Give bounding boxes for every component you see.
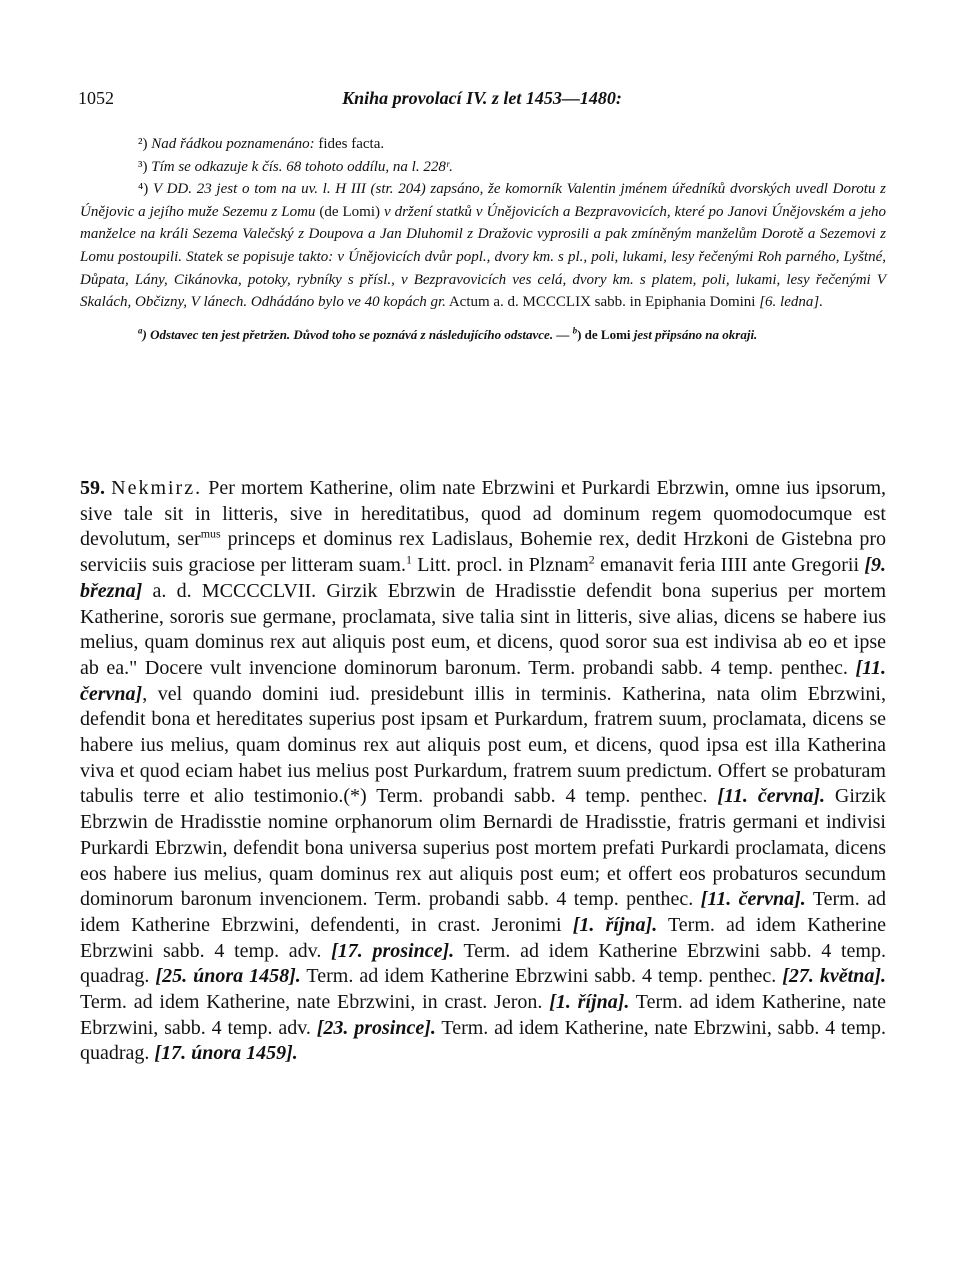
date-note: [17. prosince]. — [331, 939, 455, 962]
note-2: ²) Nad řádkou poznamenáno: fides facta. — [138, 136, 385, 152]
date-note: [11. června]. — [700, 888, 806, 911]
entry-59: 59. Nekmirz. Per mortem Katherine, olim nate Ebrzwini et Purkardi Ebrzwin, omne ius ipsorum, sive tale sit in litteris, sive in hereditatibus, quod ad dominum regem quomodocumque est devolutum, ser$^{mus}$ princeps et dominus rex Ladislaus, Bohemie rex, dedit Hrzkoni de Gistebna pro serviciis suis graciose per litteram suam.$^1$ Litt. procl. in Plznam$^2$ emanavit feria IIII ante Gregorii [9. března] a. d. MCCCCLVII. Girzik Ebrzwin de Hradisstie defendit bona superius per mortem Katherine, sororis sue germane, proclamata, sive talia sint in litteris, sive alias, dicens se habere ius melius, quam dominus rex aut aliquis post eum, et dicens, quod soror sua est indivisa ab eo et ipse ab ea." Docere vult invencione dominorum baronum. Term. probandi sabb. 4 temp. penthec. [11. června], vel quando domini iud. presidebunt illis in terminis. Katherina, nata olim Ebrzwini, defendit bona et hereditates superius post ipsam et Purkardum, fratrem suum, proclamata, dicens se habere ius melius, quam dominus rex aut aliquis post eum, et dicens, quod ipsa est illa Katherina viva et quod eciam habet ius melius post Purkardum, fratrem suum predictum. Offert se probaturam tabulis terre et alio testimonio.(*) Term. probandi sabb. 4 temp. penthec. [11. června]. Girzik Ebrzwin de Hradisstie nomine orphanorum olim Bernardi de Hradisstie, fratris germani et indivisi Purkardi Ebrzwin, defendit bona universa superius post mortem prefati Purkardi proclamata, dicens eos habere ius melius, quam dominus rex aut aliquis post eum; et offert eos probaturos secundum dominorum baronum invencionem. Term. probandi sabb. 4 temp. penthec. [11. června]. Term. ad idem Katherine Ebrzwini, defendenti, in crast. Jeronimi [1. října]. Term. ad idem Katherine Ebrzwini sabb. 4 temp. adv. [17. prosince]. Term. ad idem Katherine Ebrzwini sabb. 4 temp. quadrag. [25. února 1458]. Term. ad idem Katherine Ebrzwini sabb. 4 temp. penthec. [27. května]. Term. ad idem Katherine, nate Ebrzwini, in crast. Jeron. [1. října]. Term. ad idem Katherine, nate Ebrzwini, sabb. 4 temp. adv. [23. prosince]. Term. ad idem Katherine, nate Ebrzwini, sabb. 4 temp. quadrag. [17. února 1459]. — [80, 477, 887, 1065]
entry-keyword: Nekmirz. — [111, 477, 203, 499]
note-4: ⁴) V DD. 23 jest o tom na uv. l. H III (str. 204) zapsáno, že komorník Valentin jménem úředníků dvorských uvedl Dorotu z Únějovic a jejího muže Sezemu z Lomu (de Lomi) v držení statků v Únějovicích a Bezpravovicích, které po Janovi Únějovském a jeho manželce na králi Sezema Valečský z Doupova a Jan Dluhomil z Dražovic vyprosili a pak zmíněným manželům Dorotě a Sezemovi z Lomu postoupili. Statek se popisuje takto: v Únějovicích dvůr popl., dvory km. s pl., poli, lukami, lesy řečenými Roh parného, Lyštné, Důpata, Lány, Cikánovka, potoky, rybníky s přísl., v Bezpravovicích ves celá, dvory km. s platem, poli, lukami, lesy řečenými V Skalách, Občizny, V lánech. Odhádáno bylo ve 40 kopách gr. Actum a. d. MCCCLIX sabb. in Epiphania Domini [6. ledna]. — [80, 181, 887, 311]
page-number: 1052 — [78, 88, 114, 108]
notes-block — [80, 133, 886, 345]
date-note: [17. února 1459]. — [154, 1042, 298, 1065]
note-3: ³) Tím se odkazuje k čís. 68 tohoto oddílu, na l. 228ʳ. — [138, 158, 453, 175]
entry-number: 59. — [80, 477, 105, 499]
date-note: [27. května]. — [782, 965, 886, 988]
footnote-ab: $^a$) Odstavec ten jest přetržen. Důvod toho se poznává z následujícího odstavce. — $^b$) de Lomi jest připsáno na okraji. — [138, 325, 758, 342]
date-note: [11. června]. — [717, 785, 826, 808]
date-note: [23. prosince]. — [316, 1016, 436, 1039]
date-note: [1. října]. — [549, 991, 630, 1014]
date-note: [25. února 1458]. — [155, 965, 301, 988]
page-header — [78, 88, 886, 112]
date-note: [1. října]. — [572, 913, 658, 936]
date-note: [11. června] — [80, 656, 886, 705]
date-note: [9. března] — [80, 554, 887, 602]
running-title: Kniha provolací IV. z let 1453—1480: — [342, 88, 622, 108]
